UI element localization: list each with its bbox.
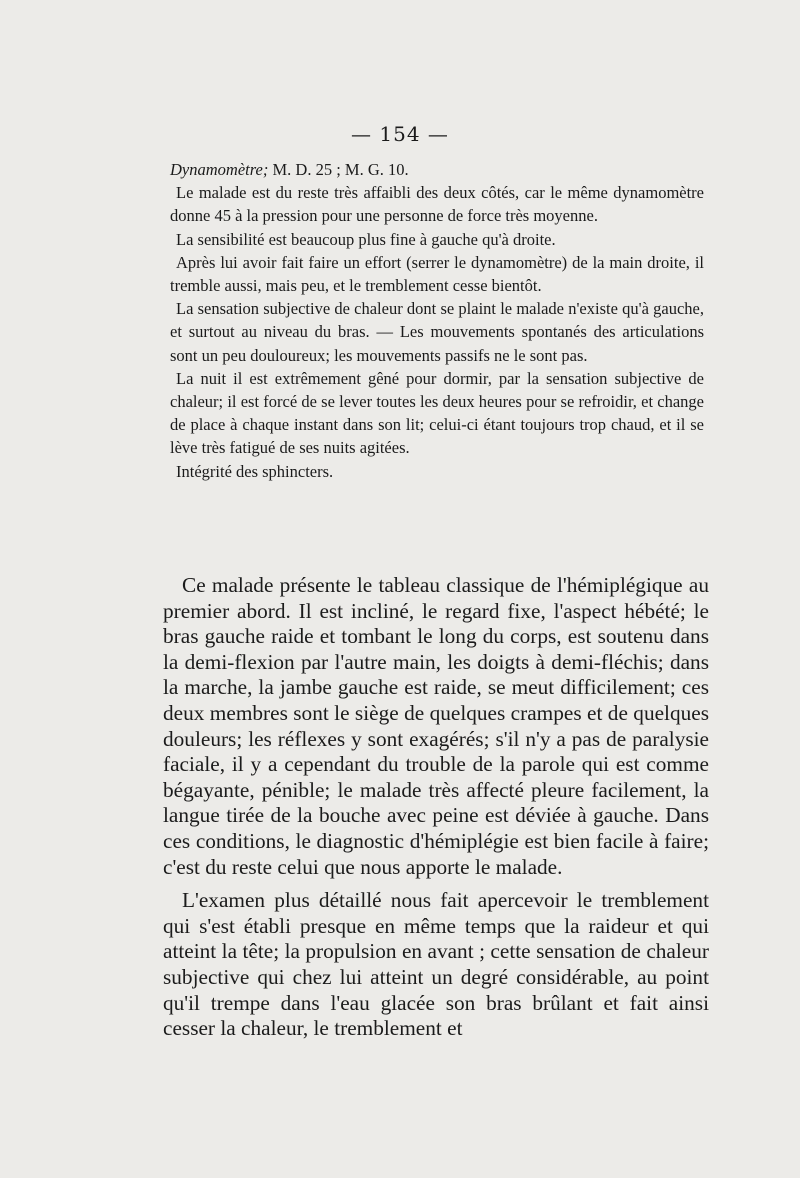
body-paragraph: L'examen plus détaillé nous fait apercevoir le tremblement qui s'est établi presque en même temps que la raideur et qui atteint la tête; la propulsion en avant ; cette sensation de chaleur subjective qui chez lui atteint un degré considérable, au point qu'il trempe dans l'eau glacée son bras brûlant et fait ainsi cesser la chaleur, le tremblement et	[163, 888, 709, 1041]
note-paragraph: La nuit il est extrêmement gêné pour dormir, par la sensation subjective de chaleur; il est forcé de se lever toutes les deux heures pour se refroidir, et change de place à chaque instant dans son lit; celui-ci étant toujours trop chaud, et il se lève très fatigué de ses nuits agitées.	[170, 368, 704, 458]
body-paragraph: Ce malade présente le tableau classique de l'hémiplégique au premier abord. Il est incliné, le regard fixe, l'aspect hébété; le bras gauche raide et tombant le long du corps, est soutenu dans la demi-flexion par l'autre main, les doigts à demi-fléchis; dans la marche, la jambe gauche est raide, se meut difficilement; ces deux membres sont le siège de quelques crampes et de quelques douleurs; les réflexes y sont exagérés; s'il n'y a pas de paralysie faciale, il y a cependant du trouble de la parole qui est comme bégayante, pénible; le malade très affecté pleure facilement, la langue tirée de la bouche avec peine est déviée à gauche. Dans ces conditions, le diagnostic d'hémiplégie est bien facile à faire; c'est du reste celui que nous apporte le malade.	[163, 573, 709, 879]
case-notes	[170, 158, 704, 483]
page-number: — 154 —	[351, 122, 449, 146]
dynamometer-values: M. D. 25 ; M. G. 10.	[268, 160, 409, 179]
note-paragraph: La sensation subjective de chaleur dont se plaint le malade n'existe qu'à gauche, et surtout au niveau du bras. — Les mouvements spontanés des articulations sont un peu douloureux; les mouvements passifs ne le sont pas.	[170, 299, 704, 365]
note-paragraph: Après lui avoir fait faire un effort (serrer le dynamomètre) de la main droite, il tremble aussi, mais peu, et le tremblement cesse bientôt.	[170, 252, 704, 296]
note-paragraph: Le malade est du reste très affaibli des deux côtés, car le même dynamomètre donne 45 à la pression pour une personne de force très moyenne.	[170, 183, 704, 226]
dynamometer-line	[170, 158, 704, 181]
body-text	[163, 573, 709, 1042]
note-paragraph: Intégrité des sphincters.	[176, 461, 334, 481]
note-paragraph: La sensibilité est beaucoup plus fine à gauche qu'à droite.	[176, 229, 556, 249]
dynamometer-label: Dynamomètre;	[170, 160, 269, 179]
